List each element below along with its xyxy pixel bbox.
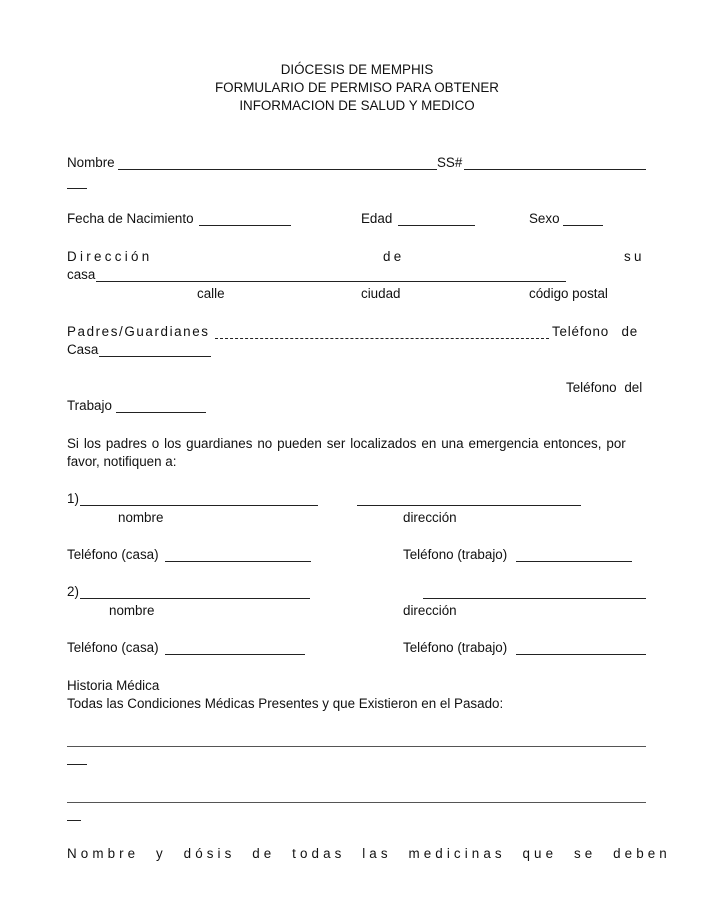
ss-field[interactable] [464, 169, 646, 170]
edad-field[interactable] [398, 225, 475, 226]
medical-conditions-label: Todas las Condiciones Médicas Presentes y que Existieron en el Pasado: [67, 696, 504, 711]
trabajo-label: Trabajo [67, 398, 112, 413]
direccion-su: su [624, 249, 645, 264]
fecha-nacimiento-field[interactable] [199, 225, 291, 226]
emergency-instructions: Si los padres o los guardianes no pueden ser localizados en una emergencia entonces, por [67, 436, 626, 451]
casa-phone-field[interactable] [99, 356, 211, 357]
sexo-label: Sexo [529, 211, 560, 226]
medical-conditions-continuation-1 [67, 764, 87, 765]
contact-1-number: 1) [67, 491, 79, 506]
nombre-label: Nombre [67, 155, 115, 170]
contact-2-nombre-label: nombre [109, 603, 155, 618]
emergency-instructions-2: favor, notifiquen a: [67, 454, 177, 469]
casa-phone-label: Casa [67, 342, 99, 357]
telefono-del-label: Teléfono del [566, 380, 643, 395]
nombre-field[interactable] [118, 169, 437, 170]
contact-1-direccion-field[interactable] [357, 505, 581, 506]
contact-2-tel-trabajo-field[interactable] [516, 654, 646, 655]
ss-field-continuation [67, 188, 87, 189]
form-subtitle: INFORMACION DE SALUD Y MEDICO [239, 98, 475, 113]
contact-2-nombre-field[interactable] [80, 598, 310, 599]
edad-label: Edad [361, 211, 393, 226]
contact-1-direccion-label: dirección [403, 510, 457, 525]
codigo-postal-label: código postal [529, 286, 608, 301]
contact-2-number: 2) [67, 584, 79, 599]
casa-label: casa [67, 267, 96, 282]
diocese-title: DIÓCESIS DE MEMPHIS [280, 62, 434, 77]
medical-conditions-field-1[interactable] [67, 746, 646, 747]
padres-field[interactable] [215, 338, 549, 339]
contact-2-tel-casa-field[interactable] [165, 654, 305, 655]
sexo-field[interactable] [563, 225, 603, 226]
contact-1-tel-trabajo-field[interactable] [516, 561, 632, 562]
contact-1-tel-trabajo-label: Teléfono (trabajo) [403, 547, 508, 562]
medical-history-heading: Historia Médica [67, 678, 160, 693]
medical-conditions-continuation-2 [67, 820, 81, 821]
form-title: FORMULARIO DE PERMISO PARA OBTENER [215, 80, 499, 95]
contact-1-nombre-field[interactable] [80, 505, 318, 506]
padres-label: Padres/Guardianes [67, 324, 210, 339]
trabajo-phone-field[interactable] [116, 412, 206, 413]
contact-2-direccion-field[interactable] [423, 598, 646, 599]
contact-1-tel-casa-field[interactable] [165, 561, 311, 562]
contact-2-tel-casa-label: Teléfono (casa) [67, 640, 159, 655]
contact-1-nombre-label: nombre [118, 510, 164, 525]
contact-2-direccion-label: dirección [403, 603, 457, 618]
medicines-label: Nombre y dósis de todas las medicinas que se deben [67, 846, 671, 861]
direccion-field[interactable] [96, 281, 566, 282]
direccion-de: de [383, 249, 405, 264]
contact-1-tel-casa-label: Teléfono (casa) [67, 547, 159, 562]
contact-2-tel-trabajo-label: Teléfono (trabajo) [403, 640, 508, 655]
ss-label: SS# [437, 155, 463, 170]
calle-label: calle [197, 286, 225, 301]
direccion-label: Dirección [67, 249, 153, 264]
fecha-nacimiento-label: Fecha de Nacimiento [67, 211, 194, 226]
ciudad-label: ciudad [361, 286, 401, 301]
telefono-de-label: Teléfono de [552, 324, 639, 339]
medical-conditions-field-2[interactable] [67, 802, 646, 803]
